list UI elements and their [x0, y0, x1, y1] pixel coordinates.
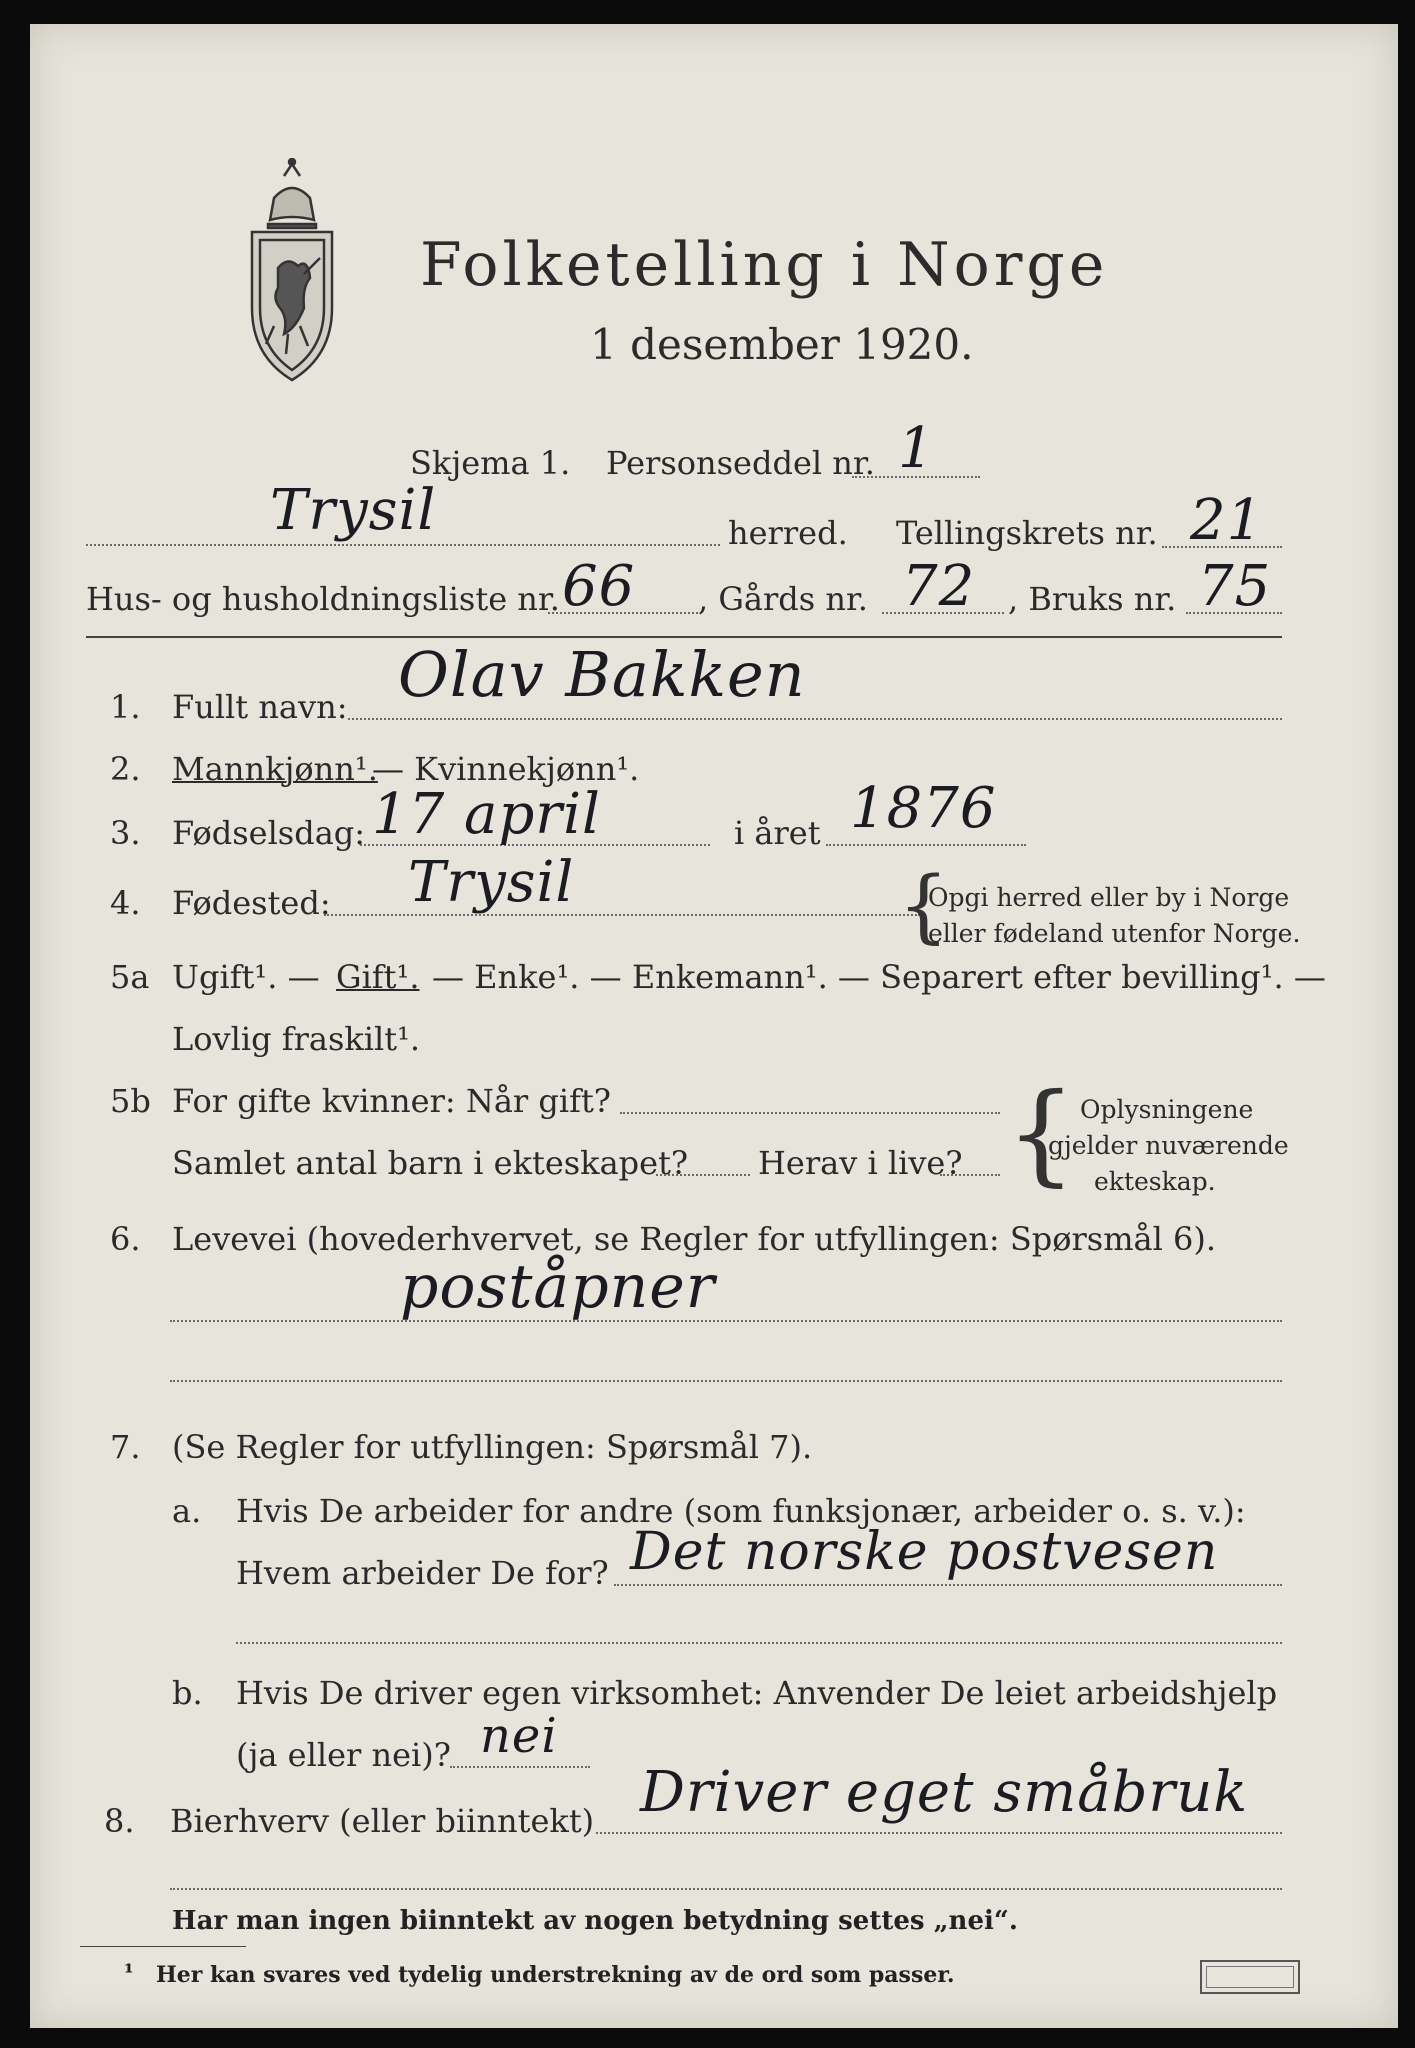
q5b-label-alive: Herav i live?: [758, 1144, 963, 1182]
q7b-label-line1: Hvis De driver egen virksomhet: Anvender De leiet arbeidshjelp: [236, 1674, 1278, 1712]
census-form-page: [30, 24, 1398, 2028]
tellingskrets-value[interactable]: 21: [1190, 488, 1264, 553]
bruks-value[interactable]: 75: [1198, 554, 1272, 619]
q5b-alive-dots: [940, 1174, 1000, 1176]
herred-label: herred.: [728, 514, 848, 552]
q3-birthday-value[interactable]: 17 april: [372, 782, 601, 847]
q5b-note-line2: gjelder nuværende: [1048, 1131, 1289, 1160]
q8-dots-line2: [170, 1888, 1282, 1890]
q2-mannkjonn-option[interactable]: Mannkjønn¹.: [172, 750, 378, 788]
q5b-when-dots: [620, 1112, 1000, 1114]
q7-label: (Se Regler for utfyllingen: Spørsmål 7).: [172, 1428, 813, 1466]
q4-number: 4.: [110, 884, 141, 922]
q2-number: 2.: [110, 750, 141, 788]
q7b-dots: [450, 1766, 590, 1768]
gards-label: , Gårds nr.: [698, 580, 868, 618]
q5a-other-options[interactable]: — Enke¹. — Enkemann¹. — Separert efter bevilling¹. —: [432, 958, 1326, 996]
q5a-number: 5a: [110, 958, 150, 996]
husliste-value[interactable]: 66: [562, 554, 636, 619]
husliste-label: Hus- og husholdningsliste nr.: [86, 580, 560, 618]
q4-brace: {: [898, 859, 949, 952]
q7b-letter: b.: [172, 1674, 203, 1712]
q8-label: Bierhverv (eller biinntekt): [170, 1802, 595, 1840]
q5b-children-dots: [656, 1174, 750, 1176]
q4-birthplace-value[interactable]: Trysil: [408, 850, 575, 915]
q2-kvinnekjonn-option[interactable]: — Kvinnekjønn¹.: [372, 750, 640, 788]
q5b-note-line3: ekteskap.: [1094, 1167, 1216, 1196]
q7b-label-line2: (ja eller nei)?: [236, 1736, 451, 1774]
bruks-label: , Bruks nr.: [1008, 580, 1177, 618]
q8-side-income-value[interactable]: Driver eget småbruk: [640, 1760, 1249, 1825]
q5b-label-children: Samlet antal barn i ekteskapet?: [172, 1144, 689, 1182]
q7a-letter: a.: [172, 1492, 202, 1530]
q3-year-value[interactable]: 1876: [850, 776, 997, 841]
q1-label: Fullt navn:: [172, 688, 348, 726]
q7a-dots: [614, 1584, 1282, 1586]
q5b-number: 5b: [110, 1082, 151, 1120]
q5a-gift-option[interactable]: Gift¹.: [336, 958, 420, 996]
q6-number: 6.: [110, 1220, 141, 1258]
q7-number: 7.: [110, 1428, 141, 1466]
q4-note-line2: eller fødeland utenfor Norge.: [928, 919, 1301, 948]
census-date: 1 desember 1920.: [590, 320, 974, 369]
q3-year-label: i året: [734, 814, 821, 852]
form-title: Folketelling i Norge: [420, 230, 1109, 300]
tellingskrets-label: Tellingskrets nr.: [896, 514, 1158, 552]
personseddel-label: Personseddel nr.: [606, 444, 875, 482]
skjema-label: Skjema 1.: [410, 444, 571, 482]
herred-dots: [86, 544, 720, 546]
q3-year-dots: [826, 844, 1026, 846]
q7a-employer-value[interactable]: Det norske postvesen: [630, 1522, 1219, 1582]
q6-label: Levevei (hovederhvervet, se Regler for utfyllingen: Spørsmål 6).: [172, 1220, 1217, 1258]
footnote-mark: ¹: [124, 1960, 134, 1986]
q6-dots-line1: [170, 1320, 1282, 1322]
q1-full-name-value[interactable]: Olav Bakken: [398, 638, 806, 711]
printer-stamp: [1200, 1960, 1300, 1994]
q8-number: 8.: [104, 1802, 135, 1840]
q6-dots-line2: [170, 1380, 1282, 1382]
footnote-rule: [80, 1946, 246, 1947]
q7b-hired-help-value[interactable]: nei: [480, 1708, 558, 1764]
q1-dots: [348, 718, 1282, 720]
q5b-note-line1: Oplysningene: [1080, 1095, 1254, 1124]
gards-value[interactable]: 72: [902, 554, 976, 619]
footer-note: Har man ingen biinntekt av nogen betydning settes „nei“.: [172, 1906, 1018, 1936]
q1-number: 1.: [110, 688, 141, 726]
q6-occupation-value[interactable]: poståpner: [400, 1252, 716, 1322]
q5b-label-when-married: For gifte kvinner: Når gift?: [172, 1082, 611, 1120]
q5a-ugift-option[interactable]: Ugift¹. —: [172, 958, 320, 996]
herred-value[interactable]: Trysil: [270, 478, 437, 543]
footnote-text: Her kan svares ved tydelig understrekning av de ord som passer.: [156, 1962, 955, 1988]
coat-of-arms-icon: [244, 158, 340, 388]
q5a-fraskilt-option[interactable]: Lovlig fraskilt¹.: [172, 1020, 421, 1058]
q3-number: 3.: [110, 814, 141, 852]
q3-label: Fødselsdag:: [172, 814, 366, 852]
q5b-brace: {: [1006, 1069, 1076, 1197]
q4-label: Fødested:: [172, 884, 331, 922]
personseddel-value[interactable]: 1: [898, 416, 935, 481]
q8-dots: [596, 1832, 1282, 1834]
q4-note-line1: Opgi herred eller by i Norge: [928, 883, 1290, 912]
q7a-label-line1: Hvis De arbeider for andre (som funksjonær, arbeider o. s. v.):: [236, 1492, 1246, 1530]
q7a-dots-line2: [236, 1642, 1282, 1644]
q7a-label-line2: Hvem arbeider De for?: [236, 1554, 609, 1592]
